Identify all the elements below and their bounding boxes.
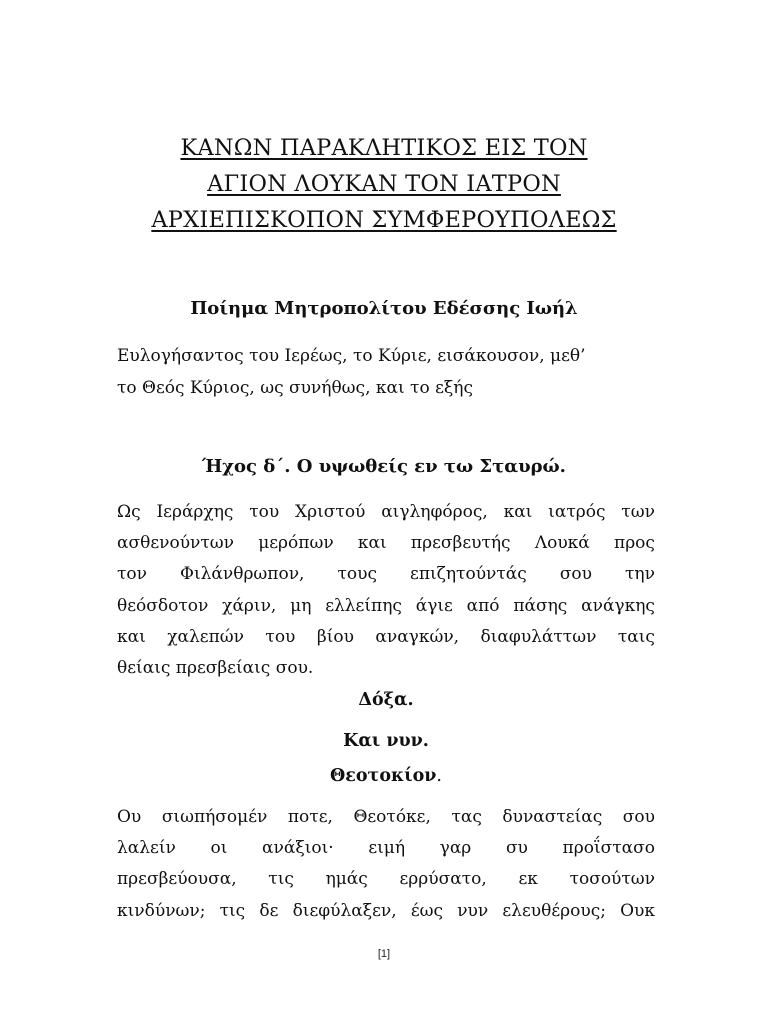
theotokion-paragraph [117,802,655,927]
theotokion-line [117,896,655,927]
word: γαρ [439,838,472,859]
word: άγιε [415,595,453,616]
theotokion-line [117,802,655,833]
word: αναγκών, [375,626,460,647]
troparion-last-line: θείαις πρεσβείαις σου. [117,658,314,679]
word: τον [117,564,147,585]
word: του [249,502,280,522]
page-number: [1] [377,948,391,960]
word: Ου [117,807,142,827]
word: μερόπων [258,533,334,554]
word: σου [559,564,592,585]
word: τοσούτων [569,869,655,890]
document-subtitle: Ποίημα Μητροπολίτου Εδέσσης Ιωήλ [190,298,578,319]
word: ελευθέρους; [502,900,606,921]
doxa-heading: Δόξα. [358,690,414,710]
title-line-3: ΑΡΧΙΕΠΙΣΚΟΠΟΝ ΣΥΜΦΕΡΟΥΠΟΛΕΩΣ [151,207,617,233]
troparion-line [117,528,655,559]
word: πάσης [513,595,568,616]
word: διεφύλαξεν, [292,900,397,921]
word: δυναστείας [502,807,603,827]
word: λαλείν [117,838,176,859]
word: τους [337,564,377,585]
word: έως [410,900,444,921]
kai-nyn-heading: Και νυν. [343,731,429,751]
word: προς [614,533,655,554]
word: ποτε, [287,807,333,827]
word: και [357,533,387,554]
word: θεόσδοτον [117,595,209,616]
document-title [100,130,668,238]
word: σου [622,807,655,827]
mode-heading: Ήχος δ΄. Ο υψωθείς εν τω Σταυρώ. [202,456,566,477]
word: οι [210,838,228,859]
theotokion-line [117,864,655,895]
word: Λουκά [534,533,590,554]
word: ανάξιοι· [262,838,334,859]
troparion-line [117,622,655,653]
word: μη [290,595,312,616]
theotokion-punct: . [436,766,442,786]
word: πρεσβευτής [410,533,511,554]
word: Ως [117,502,141,522]
word: Ουκ [620,900,655,921]
title-line-2: ΑΓΙΟΝ ΛΟΥΚΑΝ ΤΟΝ ΙΑΤΡΟΝ [207,171,561,197]
word: ελλείπης [325,595,402,616]
theotokion-line [117,833,655,864]
word: Θεοτόκε, [353,807,431,827]
word: επιζητούντάς [410,564,527,585]
word: νυν [457,900,489,921]
intro-line-1: Ευλογήσαντος του Ιερέως, το Κύριε, εισάκουσον, μεθ’ [117,346,586,366]
intro-paragraph [117,340,662,404]
theotokion-label: Θεοτοκίον [330,766,437,786]
word: του [265,626,296,647]
word: από [466,595,500,616]
word: τας [451,807,482,827]
word: χάριν, [222,595,277,616]
troparion-line [117,591,655,622]
word: δε [259,900,279,921]
word: συ [505,838,528,859]
word: ημάς [325,869,368,890]
word: ταις [617,626,655,647]
word: αιγληφόρος, [381,502,488,522]
word: προΐστασο [562,838,655,859]
word: πρεσβεύουσα, [117,869,237,890]
troparion-line [117,497,655,528]
word: τις [268,869,294,890]
word: σιωπήσομέν [161,807,268,827]
word: εκ [518,869,538,890]
word: ανάγκης [581,595,655,616]
word: Χριστού [295,502,366,522]
title-line-1: ΚΑΝΩΝ ΠΑΡΑΚΛΗΤΙΚΟΣ ΕΙΣ ΤΟΝ [180,135,588,161]
word: βίου [316,626,354,647]
word: τις [219,900,246,921]
word: ερρύσατο, [399,869,487,890]
word: ιατρός [548,502,606,522]
word: των [621,502,655,522]
word: την [625,564,655,585]
theotokion-heading [117,766,655,786]
word: διαφυλάττων [480,626,597,647]
word: κινδύνων; [117,900,206,921]
troparion-line [117,559,655,590]
word: και [503,502,533,522]
word: ειμή [368,838,406,859]
word: χαλεπών [167,626,244,647]
word: Ιεράρχης [156,502,234,522]
word: Φιλάνθρωπον, [180,564,305,585]
troparion-paragraph [117,497,655,684]
word: ασθενούντων [117,533,234,554]
word: και [117,626,146,647]
intro-line-2: το Θεός Κύριος, ως συνήθως, και το εξής [117,378,473,398]
